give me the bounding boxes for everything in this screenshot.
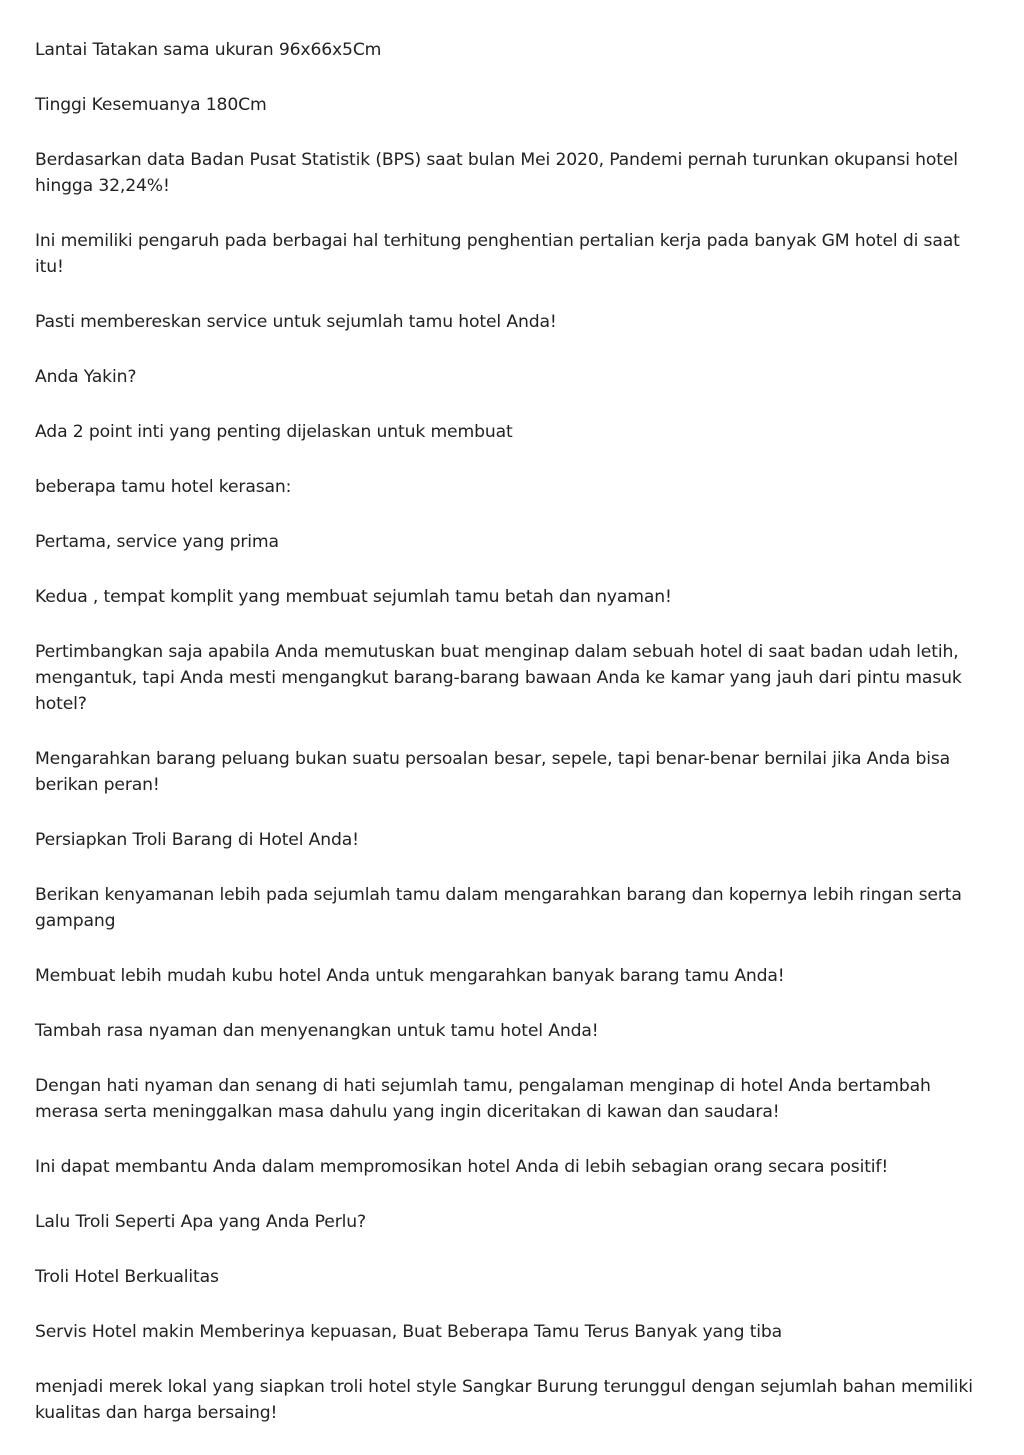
paragraph-hotel-service: Servis Hotel makin Memberinya kepuasan, Buat Beberapa Tamu Terus Banyak yang tiba (35, 1322, 783, 1342)
document-body (35, 37, 983, 1455)
paragraph-tatakan-size: Lantai Tatakan sama ukuran 96x66x5Cm (35, 40, 382, 60)
paragraph-total-height: Tinggi Kesemuanya 180Cm (35, 95, 267, 115)
paragraph-quality-trolley: Troli Hotel Berkualitas (35, 1267, 219, 1287)
paragraph-question: Anda Yakin? (35, 367, 137, 387)
paragraph-which-trolley: Lalu Troli Seperti Apa yang Anda Perlu? (35, 1212, 366, 1232)
paragraph-consider: Pertimbangkan saja apabila Anda memutuskan buat menginap dalam sebuah hotel di saat badan udah letih, mengantuk, tapi Anda mesti mengangkut barang-barang bawaan Anda ke kamar yang jauh dari pintu masuk hotel? (35, 642, 962, 714)
paragraph-second-point: Kedua , tempat komplit yang membuat sejumlah tamu betah dan nyaman! (35, 587, 672, 607)
paragraph-first-point: Pertama, service yang prima (35, 532, 279, 552)
paragraph-carry-luggage: Mengarahkan barang peluang bukan suatu persoalan besar, sepele, tapi benar-benar bernilai jika Anda bisa berikan peran! (35, 749, 951, 795)
paragraph-comfort: Berikan kenyamanan lebih pada sejumlah tamu dalam mengarahkan barang dan kopernya lebih ringan serta gampang (35, 885, 962, 931)
paragraph-bps-data: Berdasarkan data Badan Pusat Statistik (BPS) saat bulan Mei 2020, Pandemi pernah turunkan okupansi hotel hingga 32,24%! (35, 150, 958, 196)
paragraph-promote: Ini dapat membantu Anda dalam mempromosikan hotel Anda di lebih sebagian orang secara positif! (35, 1157, 889, 1177)
paragraph-add-comfort: Tambah rasa nyaman dan menyenangkan untuk tamu hotel Anda! (35, 1021, 599, 1041)
paragraph-prepare-trolley: Persiapkan Troli Barang di Hotel Anda! (35, 830, 359, 850)
paragraph-local-brand: menjadi merek lokal yang siapkan troli hotel style Sangkar Burung terunggul dengan sejumlah bahan memiliki kualitas dan harga bersaing! (35, 1377, 973, 1423)
paragraph-two-points: Ada 2 point inti yang penting dijelaskan untuk membuat (35, 422, 513, 442)
paragraph-service: Pasti membereskan service untuk sejumlah tamu hotel Anda! (35, 312, 557, 332)
paragraph-guests-comfortable: beberapa tamu hotel kerasan: (35, 477, 292, 497)
paragraph-experience: Dengan hati nyaman dan senang di hati sejumlah tamu, pengalaman menginap di hotel Anda bertambah merasa serta meninggalkan masa dahulu yang ingin diceritakan di kawan dan saudara! (35, 1076, 931, 1122)
paragraph-easier: Membuat lebih mudah kubu hotel Anda untuk mengarahkan banyak barang tamu Anda! (35, 966, 785, 986)
paragraph-impact: Ini memiliki pengaruh pada berbagai hal terhitung penghentian pertalian kerja pada banyak GM hotel di saat itu! (35, 231, 960, 277)
